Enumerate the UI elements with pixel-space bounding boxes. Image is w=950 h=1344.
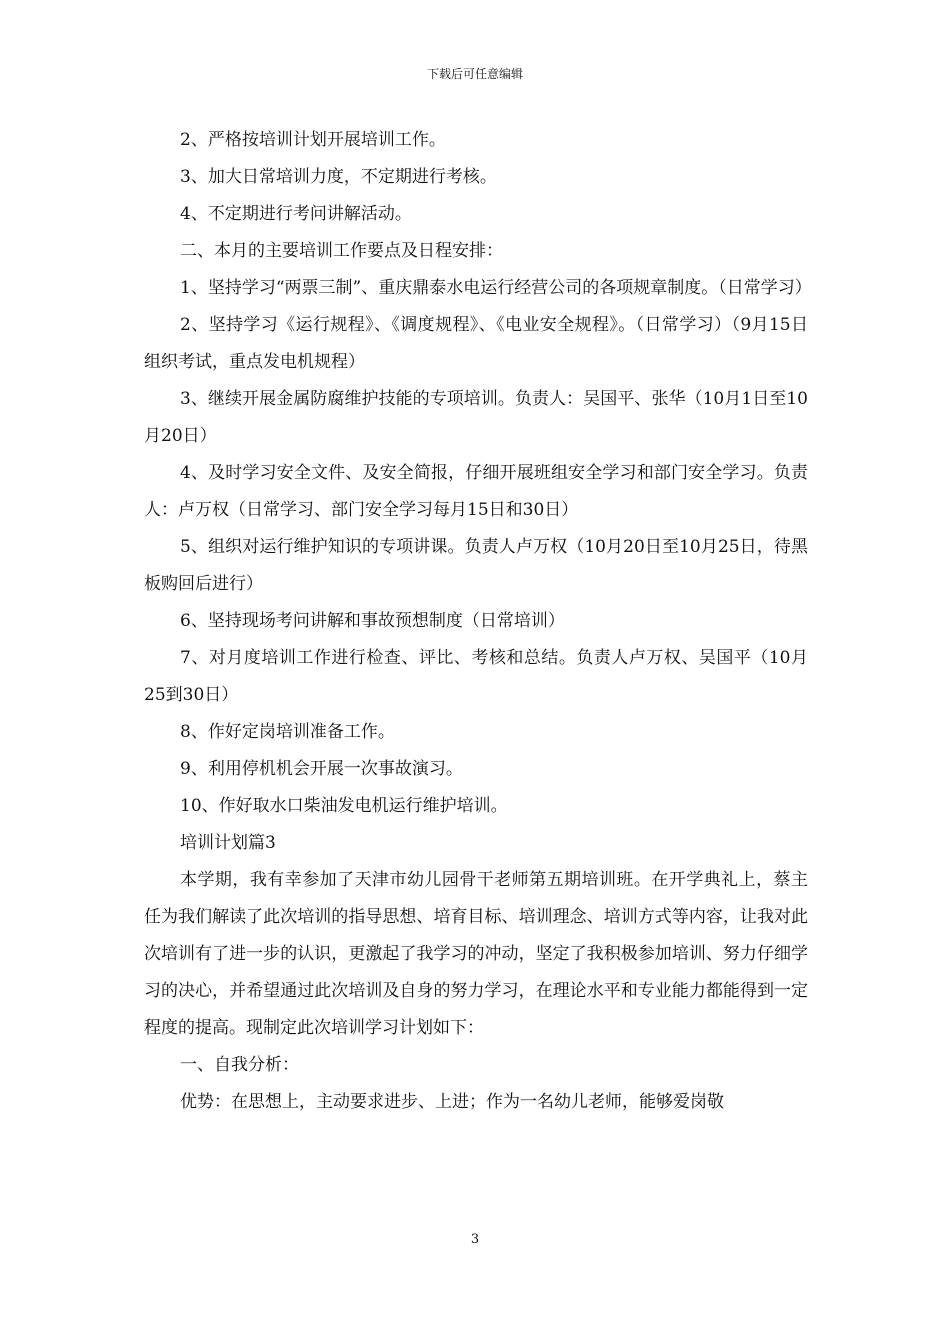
paragraph: 10、作好取水口柴油发电机运行维护培训。 [180, 796, 508, 816]
paragraph: 本学期，我有幸参加了天津市幼儿园骨干老师第五期培训班。在开学典礼上，蔡主任为我们解读了此次培训的指导思想、培育目标、培训理念、培训方式等内容，让我对此次培训有了进一步的认识，更激起了我学习的冲动，坚定了我积极参加培训、努力仔细学习的决心，并希望通过此次培训及自身的努力学习，在理论水平和专业能力都能得到一定程度的提高。现制定此次培训学习计划如下： [144, 870, 808, 1038]
paragraph: 5、组织对运行维护知识的专项讲课。负责人卢万权（10月20日至10月25日，待黑板购回后进行） [144, 537, 808, 594]
paragraph: 6、坚持现场考问讲解和事故预想制度（日常培训） [180, 611, 565, 631]
paragraph: 3、加大日常培训力度，不定期进行考核。 [180, 167, 497, 187]
paragraph: 8、作好定岗培训准备工作。 [180, 722, 395, 742]
page-number: 3 [470, 1232, 480, 1247]
section-title: 培训计划篇3 [180, 833, 276, 853]
paragraph: 4、不定期进行考问讲解活动。 [180, 204, 412, 224]
paragraph: 4、及时学习安全文件、及安全简报，仔细开展班组安全学习和部门安全学习。负责人：卢万权（日常学习、部门安全学习每月15日和30日） [144, 463, 808, 520]
document-body [144, 122, 812, 1121]
page-header: 下载后可任意编辑 [426, 67, 523, 81]
paragraph: 1、坚持学习“两票三制”、重庆鼎泰水电运行经营公司的各项规章制度。（日常学习） [180, 278, 812, 298]
paragraph: 3、继续开展金属防腐维护技能的专项培训。负责人：吴国平、张华（10月1日至10月20日） [144, 389, 808, 446]
paragraph: 优势：在思想上，主动要求进步、上进；作为一名幼儿老师，能够爱岗敬 [180, 1092, 724, 1112]
section-heading: 二、本月的主要培训工作要点及日程安排： [180, 241, 503, 261]
paragraph: 7、对月度培训工作进行检查、评比、考核和总结。负责人卢万权、吴国平（10月25到30日） [144, 648, 808, 705]
section-heading: 一、自我分析： [180, 1055, 299, 1075]
paragraph: 2、坚持学习《运行规程》、《调度规程》、《电业安全规程》。（日常学习）（9月15日组织考试，重点发电机规程） [144, 315, 808, 372]
paragraph: 9、利用停机机会开展一次事故演习。 [180, 759, 463, 779]
paragraph: 2、严格按培训计划开展培训工作。 [180, 130, 446, 150]
